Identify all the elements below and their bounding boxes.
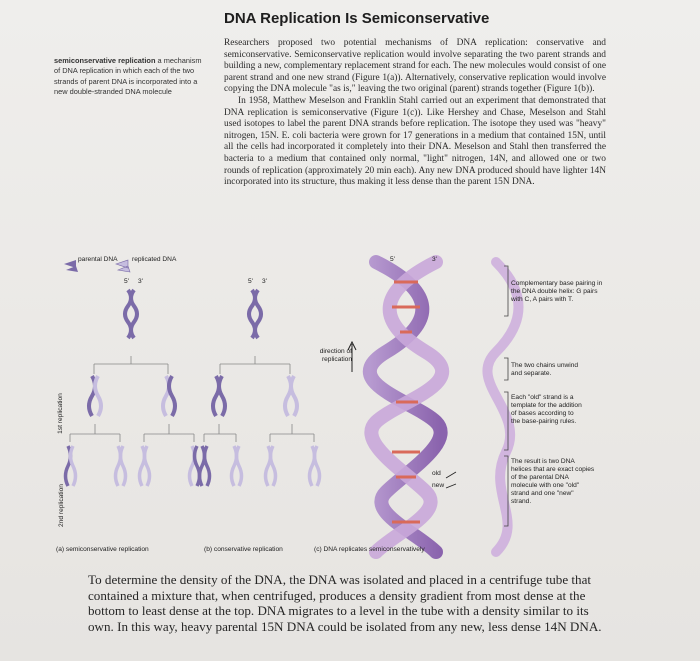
margin-definition-text: a mechanism of DNA replication in which each of the two strands of parent DNA is incorporated into a new double-stranded DNA molecule [54, 56, 202, 96]
prime-label: 3' [138, 278, 143, 285]
new-label: new [432, 482, 445, 489]
panel-a-semiconservative [66, 290, 200, 486]
note-template: Each "old" strand is a template for the addition of bases according to the base-pairing rules. [511, 394, 582, 425]
round2-label: 2nd replication [57, 484, 65, 527]
caption-c: (c) DNA replicates semiconservatively [314, 546, 425, 553]
panel-c-helix [370, 262, 519, 552]
prime-label: 3' [262, 278, 267, 285]
margin-definition [54, 56, 202, 97]
note-unwind: The two chains unwind and separate. [511, 362, 579, 377]
caption-a: (a) semiconservative replication [56, 546, 149, 553]
prime-label: 3' [432, 256, 437, 263]
direction-label: direction of replication [319, 348, 352, 363]
margin-term: semiconservative replication [54, 56, 156, 65]
paragraph-2: In 1958, Matthew Meselson and Franklin Stahl carried out an experiment that demonstrated that DNA replication is semiconservative (Figure 1(c)). Like Hershey and Chase, Meselson and Stahl used isotopes to label the parent DNA strands before replication. The isotope they used was "heavy" nitrogen, 15N. E. coli bacteria were grown for 17 generations in a medium that contained 15N, until all the cells had incorporated it completely into their DNA. Meselson and Stahl then transferred the bacteria to a medium that contained only normal, "light" nitrogen, 14N, and allowed one or two rounds of replication (approximately 20 min each). Any new DNA produced should have lighter 14N incorporated into its structure, thus making it less dense than the parent 15N DNA. [224, 95, 606, 188]
old-label: old [432, 470, 441, 477]
caption-b: (b) conservative replication [204, 546, 283, 553]
note-result: The result is two DNA helices that are exact copies of the parental DNA molecule with one "old" strand and one "new" strand. [511, 458, 595, 505]
replicated-legend-swatch [116, 260, 130, 272]
prime-label: 5' [248, 278, 253, 285]
panel-b-conservative [200, 290, 320, 486]
round1-label: 1st replication [56, 393, 64, 434]
legend-replicated-label: replicated DNA [132, 256, 177, 263]
bottom-paragraph: To determine the density of the DNA, the DNA was isolated and placed in a centrifuge tube that contained a mixture that, when centrifuged, produces a density gradient from most dense at the bottom to least dense at the top. DNA migrates to a level in the tube with a density similar to its own. In this way, heavy parental 15N DNA could be isolated from any new, less dense 14N DNA. [88, 572, 602, 634]
body-text [224, 38, 606, 189]
prime-label: 5' [124, 278, 129, 285]
prime-label: 5' [390, 256, 395, 263]
section-heading: DNA Replication Is Semiconservative [224, 10, 490, 27]
legend-parental-label: parental DNA [78, 256, 118, 263]
note-base-pairing: Complementary base pairing in the DNA double helix: G pairs with C, A pairs with T. [511, 280, 603, 303]
figure-dna-replication [56, 252, 616, 560]
parental-legend-swatch [64, 260, 78, 272]
paragraph-1: Researchers proposed two potential mechanisms of DNA replication: conservative and semiconservative. Semiconservative replication would involve separating the two parent strands and building a new, complementary replacement strand for each. The new molecules would consist of one parent strand and one new strand (Figure 1(a)). Alternatively, conservative replication would involve copying the DNA molecule "as is," leaving the two original (parent) strands together (Figure 1(b)). [224, 38, 606, 95]
